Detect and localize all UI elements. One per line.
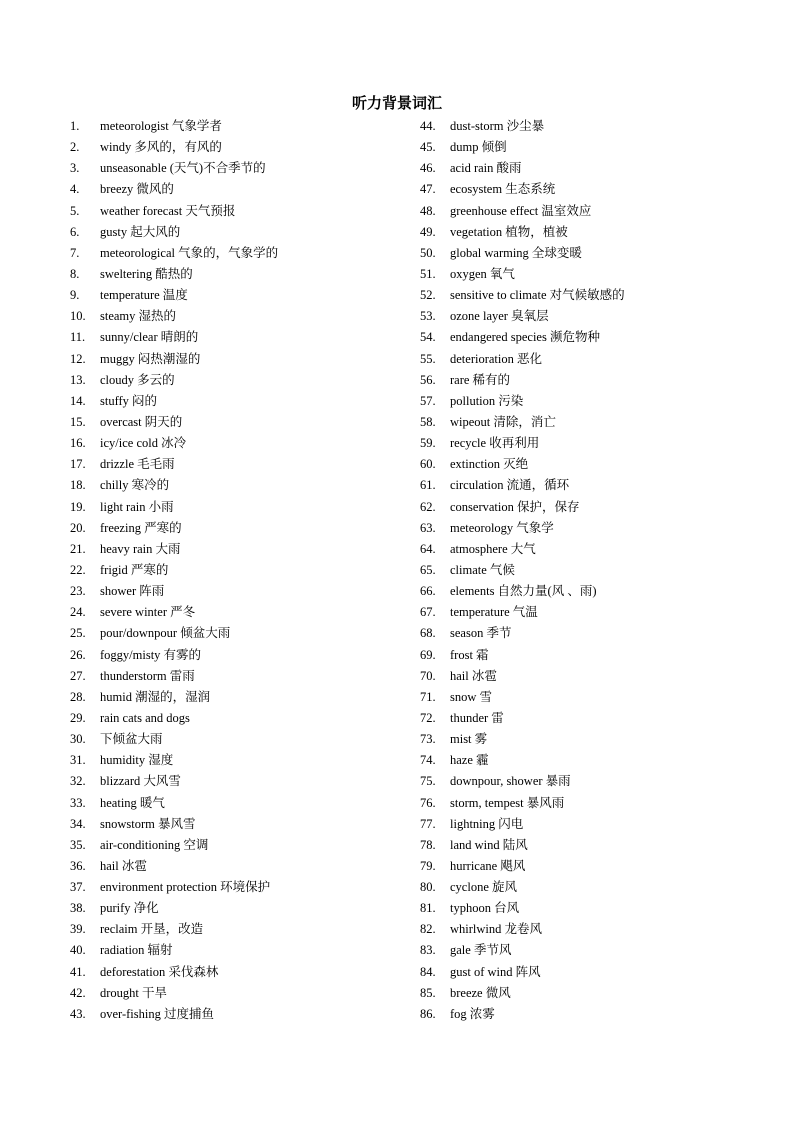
item-term: atmosphere 大气 xyxy=(450,541,536,556)
vocab-item xyxy=(70,814,400,835)
item-term: severe winter 严冬 xyxy=(100,605,196,620)
vocab-item xyxy=(70,729,400,750)
vocab-item xyxy=(420,835,760,856)
item-term: deforestation 采伐森林 xyxy=(100,964,219,979)
item-number: 20. xyxy=(70,520,86,535)
item-term: acid rain 酸雨 xyxy=(450,161,522,176)
vocab-item xyxy=(70,940,400,961)
item-term: heavy rain 大雨 xyxy=(100,541,181,556)
item-number: 10. xyxy=(70,309,86,324)
item-number: 65. xyxy=(420,562,436,577)
item-term: drizzle 毛毛雨 xyxy=(100,457,175,472)
item-number: 36. xyxy=(70,858,86,873)
item-number: 21. xyxy=(70,541,86,556)
item-term: downpour, shower 暴雨 xyxy=(450,774,571,789)
item-number: 41. xyxy=(70,964,86,979)
vocab-item xyxy=(420,370,760,391)
item-number: 43. xyxy=(70,1006,86,1021)
item-term: mist 雾 xyxy=(450,732,488,747)
vocab-item xyxy=(70,581,400,602)
vocab-item xyxy=(70,475,400,496)
vocab-list-left xyxy=(70,116,400,1025)
vocab-item xyxy=(420,877,760,898)
item-term: humidity 湿度 xyxy=(100,753,174,768)
item-term: heating 暖气 xyxy=(100,795,165,810)
vocab-item xyxy=(70,179,400,200)
item-term: storm, tempest 暴风雨 xyxy=(450,795,565,810)
vocab-item xyxy=(420,179,760,200)
item-term: reclaim 开垦，改造 xyxy=(100,922,204,937)
item-number: 28. xyxy=(70,689,86,704)
item-term: thunderstorm 雷雨 xyxy=(100,668,195,683)
vocab-item xyxy=(420,856,760,877)
item-term: pollution 污染 xyxy=(450,393,524,408)
item-number: 23. xyxy=(70,584,86,599)
item-number: 25. xyxy=(70,626,86,641)
vocab-item xyxy=(420,285,760,306)
item-number: 85. xyxy=(420,985,436,1000)
item-number: 51. xyxy=(420,266,436,281)
item-number: 37. xyxy=(70,880,86,895)
item-number: 48. xyxy=(420,203,436,218)
vocab-item xyxy=(70,137,400,158)
vocab-item xyxy=(70,497,400,518)
vocab-item xyxy=(420,116,760,137)
item-number: 6. xyxy=(70,224,80,239)
item-term: dust-storm 沙尘暴 xyxy=(450,119,545,133)
item-term: hail 冰雹 xyxy=(100,858,147,873)
vocab-item xyxy=(420,962,760,983)
vocab-item xyxy=(70,306,400,327)
vocab-item xyxy=(420,581,760,602)
vocab-item xyxy=(70,645,400,666)
item-number: 57. xyxy=(420,393,436,408)
item-term: thunder 雷 xyxy=(450,710,504,725)
vocab-item xyxy=(70,391,400,412)
item-number: 54. xyxy=(420,330,436,345)
item-term: greenhouse effect 温室效应 xyxy=(450,203,592,218)
item-term: over-fishing 过度捕鱼 xyxy=(100,1006,214,1021)
vocab-item xyxy=(420,306,760,327)
vocab-item xyxy=(420,412,760,433)
item-number: 56. xyxy=(420,372,436,387)
item-number: 79. xyxy=(420,858,436,873)
item-number: 86. xyxy=(420,1006,436,1021)
item-number: 77. xyxy=(420,816,436,831)
item-term: dump 倾倒 xyxy=(450,140,507,155)
vocab-item xyxy=(420,898,760,919)
item-number: 52. xyxy=(420,288,436,303)
item-number: 4. xyxy=(70,182,80,197)
vocab-item xyxy=(420,137,760,158)
vocab-item xyxy=(70,412,400,433)
item-number: 47. xyxy=(420,182,436,197)
item-term: meteorology 气象学 xyxy=(450,520,554,535)
vocab-item xyxy=(420,475,760,496)
item-term: fog 浓雾 xyxy=(450,1006,495,1021)
vocab-item xyxy=(70,518,400,539)
item-term: radiation 辐射 xyxy=(100,943,173,958)
vocab-item xyxy=(420,349,760,370)
vocab-item xyxy=(70,201,400,222)
item-term: sweltering 酷热的 xyxy=(100,266,193,281)
vocab-item xyxy=(420,243,760,264)
item-term: temperature 温度 xyxy=(100,288,188,303)
item-number: 78. xyxy=(420,837,436,852)
item-number: 12. xyxy=(70,351,86,366)
vocab-item xyxy=(420,771,760,792)
vocab-item xyxy=(420,750,760,771)
vocab-item xyxy=(420,623,760,644)
item-term: snow 雪 xyxy=(450,689,493,704)
item-term: humid 潮湿的，湿润 xyxy=(100,689,211,704)
item-term: unseasonable (天气)不合季节的 xyxy=(100,161,266,176)
item-number: 2. xyxy=(70,140,80,155)
vocab-item xyxy=(420,497,760,518)
item-number: 53. xyxy=(420,309,436,324)
vocab-item xyxy=(70,116,400,137)
item-term: climate 气候 xyxy=(450,562,515,577)
vocab-item xyxy=(70,264,400,285)
item-number: 45. xyxy=(420,140,436,155)
vocab-item xyxy=(70,560,400,581)
item-term: blizzard 大风雪 xyxy=(100,774,181,789)
item-term: temperature 气温 xyxy=(450,605,538,620)
vocab-item xyxy=(70,898,400,919)
vocab-item xyxy=(70,623,400,644)
item-number: 7. xyxy=(70,245,80,260)
item-term: freezing 严寒的 xyxy=(100,520,182,535)
item-term: environment protection 环境保护 xyxy=(100,880,271,895)
vocab-item xyxy=(70,793,400,814)
item-number: 84. xyxy=(420,964,436,979)
vocab-item xyxy=(420,687,760,708)
item-term: gusty 起大风的 xyxy=(100,224,181,239)
page-title: 听力背景词汇 xyxy=(351,96,442,112)
vocab-item xyxy=(70,835,400,856)
item-term: lightning 闪电 xyxy=(450,816,524,831)
item-term: rain cats and dogs xyxy=(100,710,190,725)
item-number: 82. xyxy=(420,922,436,937)
vocab-item xyxy=(420,708,760,729)
item-term: purify 净化 xyxy=(100,901,159,916)
vocab-item xyxy=(70,158,400,179)
vocab-item xyxy=(420,602,760,623)
vocab-item xyxy=(420,814,760,835)
item-number: 83. xyxy=(420,943,436,958)
vocab-item xyxy=(70,771,400,792)
vocab-item xyxy=(70,602,400,623)
item-term: land wind 陆风 xyxy=(450,837,528,852)
item-number: 15. xyxy=(70,414,86,429)
item-number: 35. xyxy=(70,837,86,852)
item-term: conservation 保护，保存 xyxy=(450,499,580,514)
vocab-item xyxy=(70,856,400,877)
vocab-item xyxy=(70,750,400,771)
item-number: 66. xyxy=(420,584,436,599)
vocab-item xyxy=(420,518,760,539)
vocab-item xyxy=(420,327,760,348)
vocab-item xyxy=(420,454,760,475)
item-number: 70. xyxy=(420,668,436,683)
item-term: frigid 严寒的 xyxy=(100,562,169,577)
item-number: 33. xyxy=(70,795,86,810)
vocab-item xyxy=(70,919,400,940)
item-number: 3. xyxy=(70,161,80,176)
item-term: hail 冰雹 xyxy=(450,668,497,683)
item-term: cloudy 多云的 xyxy=(100,372,175,387)
item-number: 34. xyxy=(70,816,86,831)
item-number: 1. xyxy=(70,119,80,133)
vocab-item xyxy=(70,370,400,391)
item-number: 26. xyxy=(70,647,86,662)
vocab-item xyxy=(420,940,760,961)
vocab-item xyxy=(420,433,760,454)
vocab-item xyxy=(420,666,760,687)
vocab-item xyxy=(420,793,760,814)
item-number: 75. xyxy=(420,774,436,789)
item-term: air-conditioning 空调 xyxy=(100,837,209,852)
item-term: ecosystem 生态系统 xyxy=(450,182,556,197)
vocab-item xyxy=(420,560,760,581)
item-number: 16. xyxy=(70,436,86,451)
item-term: ozone layer 臭氧层 xyxy=(450,309,549,324)
item-term: drought 干旱 xyxy=(100,985,168,1000)
item-term: recycle 收再利用 xyxy=(450,436,540,451)
item-number: 22. xyxy=(70,562,86,577)
item-number: 17. xyxy=(70,457,86,472)
vocab-item xyxy=(420,729,760,750)
item-term: vegetation 植物，植被 xyxy=(450,224,568,239)
vocab-item xyxy=(70,433,400,454)
item-term: season 季节 xyxy=(450,626,512,641)
vocab-item xyxy=(70,877,400,898)
vocab-item xyxy=(70,666,400,687)
vocab-item xyxy=(70,687,400,708)
item-number: 32. xyxy=(70,774,86,789)
item-number: 5. xyxy=(70,203,80,218)
item-term: deterioration 恶化 xyxy=(450,351,542,366)
item-number: 81. xyxy=(420,901,436,916)
vocab-item xyxy=(420,391,760,412)
item-number: 49. xyxy=(420,224,436,239)
vocab-item xyxy=(70,983,400,1004)
item-term: breeze 微风 xyxy=(450,985,511,1000)
item-number: 60. xyxy=(420,457,436,472)
item-number: 27. xyxy=(70,668,86,683)
item-number: 69. xyxy=(420,647,436,662)
item-number: 50. xyxy=(420,245,436,260)
item-number: 71. xyxy=(420,689,436,704)
item-number: 11. xyxy=(70,330,86,345)
item-number: 39. xyxy=(70,922,86,937)
vocab-item xyxy=(420,919,760,940)
item-number: 74. xyxy=(420,753,436,768)
item-term: chilly 寒冷的 xyxy=(100,478,170,493)
item-term: typhoon 台风 xyxy=(450,901,520,916)
item-term: light rain 小雨 xyxy=(100,499,174,514)
item-term: whirlwind 龙卷风 xyxy=(450,922,543,937)
item-term: gale 季节风 xyxy=(450,943,512,958)
item-term: muggy 闷热潮湿的 xyxy=(100,351,201,366)
vocab-list-right xyxy=(420,116,760,1025)
vocab-item xyxy=(420,264,760,285)
item-number: 80. xyxy=(420,880,436,895)
item-term: sensitive to climate 对气候敏感的 xyxy=(450,288,625,303)
item-term: hurricane 飓风 xyxy=(450,858,526,873)
item-term: foggy/misty 有雾的 xyxy=(100,647,202,662)
item-number: 14. xyxy=(70,393,86,408)
vocab-item xyxy=(70,243,400,264)
item-number: 38. xyxy=(70,901,86,916)
item-number: 73. xyxy=(420,732,436,747)
item-number: 72. xyxy=(420,710,436,725)
item-term: endangered species 濒危物种 xyxy=(450,330,600,345)
item-term: snowstorm 暴风雪 xyxy=(100,816,196,831)
item-term: extinction 灭绝 xyxy=(450,457,529,472)
item-number: 42. xyxy=(70,985,86,1000)
item-term: icy/ice cold 冰冷 xyxy=(100,436,187,451)
vocab-item xyxy=(70,222,400,243)
item-number: 24. xyxy=(70,605,86,620)
item-term: rare 稀有的 xyxy=(450,372,511,387)
item-number: 9. xyxy=(70,288,80,303)
item-term: haze 霾 xyxy=(450,753,489,768)
item-term: elements 自然力量(风 、雨) xyxy=(450,584,597,599)
item-number: 62. xyxy=(420,499,436,514)
item-number: 63. xyxy=(420,520,436,535)
item-term: gust of wind 阵风 xyxy=(450,964,541,979)
vocab-item xyxy=(70,327,400,348)
item-term: wipeout 清除，消亡 xyxy=(450,414,556,429)
item-term: meteorological 气象的，气象学的 xyxy=(100,245,279,260)
item-number: 59. xyxy=(420,436,436,451)
item-number: 55. xyxy=(420,351,436,366)
item-term: 下倾盆大雨 xyxy=(100,732,163,747)
item-number: 61. xyxy=(420,478,436,493)
item-term: weather forecast 天气预报 xyxy=(100,203,236,218)
item-term: windy 多风的，有风的 xyxy=(100,140,222,155)
item-term: global warming 全球变暖 xyxy=(450,245,582,260)
item-term: circulation 流通，循环 xyxy=(450,478,570,493)
vocab-item xyxy=(420,158,760,179)
item-number: 58. xyxy=(420,414,436,429)
vocab-item xyxy=(70,454,400,475)
item-number: 13. xyxy=(70,372,86,387)
item-number: 46. xyxy=(420,161,436,176)
vocab-item xyxy=(70,1004,400,1025)
vocab-item xyxy=(70,962,400,983)
item-number: 31. xyxy=(70,753,86,768)
vocab-item xyxy=(420,222,760,243)
vocab-item xyxy=(420,983,760,1004)
item-number: 18. xyxy=(70,478,86,493)
vocab-item xyxy=(70,285,400,306)
vocab-item xyxy=(420,1004,760,1025)
vocab-item xyxy=(420,645,760,666)
item-term: meteorologist 气象学者 xyxy=(100,119,222,133)
item-term: pour/downpour 倾盆大雨 xyxy=(100,626,231,641)
item-term: sunny/clear 晴朗的 xyxy=(100,330,199,345)
item-term: frost 霜 xyxy=(450,647,489,662)
item-number: 8. xyxy=(70,266,80,281)
vocab-item xyxy=(420,539,760,560)
item-number: 29. xyxy=(70,710,86,725)
item-term: breezy 微风的 xyxy=(100,182,174,197)
item-number: 67. xyxy=(420,605,436,620)
item-term: cyclone 旋风 xyxy=(450,880,517,895)
item-number: 64. xyxy=(420,541,436,556)
vocab-item xyxy=(70,349,400,370)
item-number: 76. xyxy=(420,795,436,810)
item-number: 40. xyxy=(70,943,86,958)
item-term: oxygen 氧气 xyxy=(450,266,515,281)
item-term: stuffy 闷的 xyxy=(100,393,158,408)
vocab-item xyxy=(70,708,400,729)
item-term: shower 阵雨 xyxy=(100,584,165,599)
item-term: overcast 阴天的 xyxy=(100,414,183,429)
item-number: 30. xyxy=(70,732,86,747)
item-number: 68. xyxy=(420,626,436,641)
vocab-item xyxy=(420,201,760,222)
item-number: 44. xyxy=(420,119,436,133)
item-number: 19. xyxy=(70,499,86,514)
item-term: steamy 湿热的 xyxy=(100,309,177,324)
vocab-item xyxy=(70,539,400,560)
